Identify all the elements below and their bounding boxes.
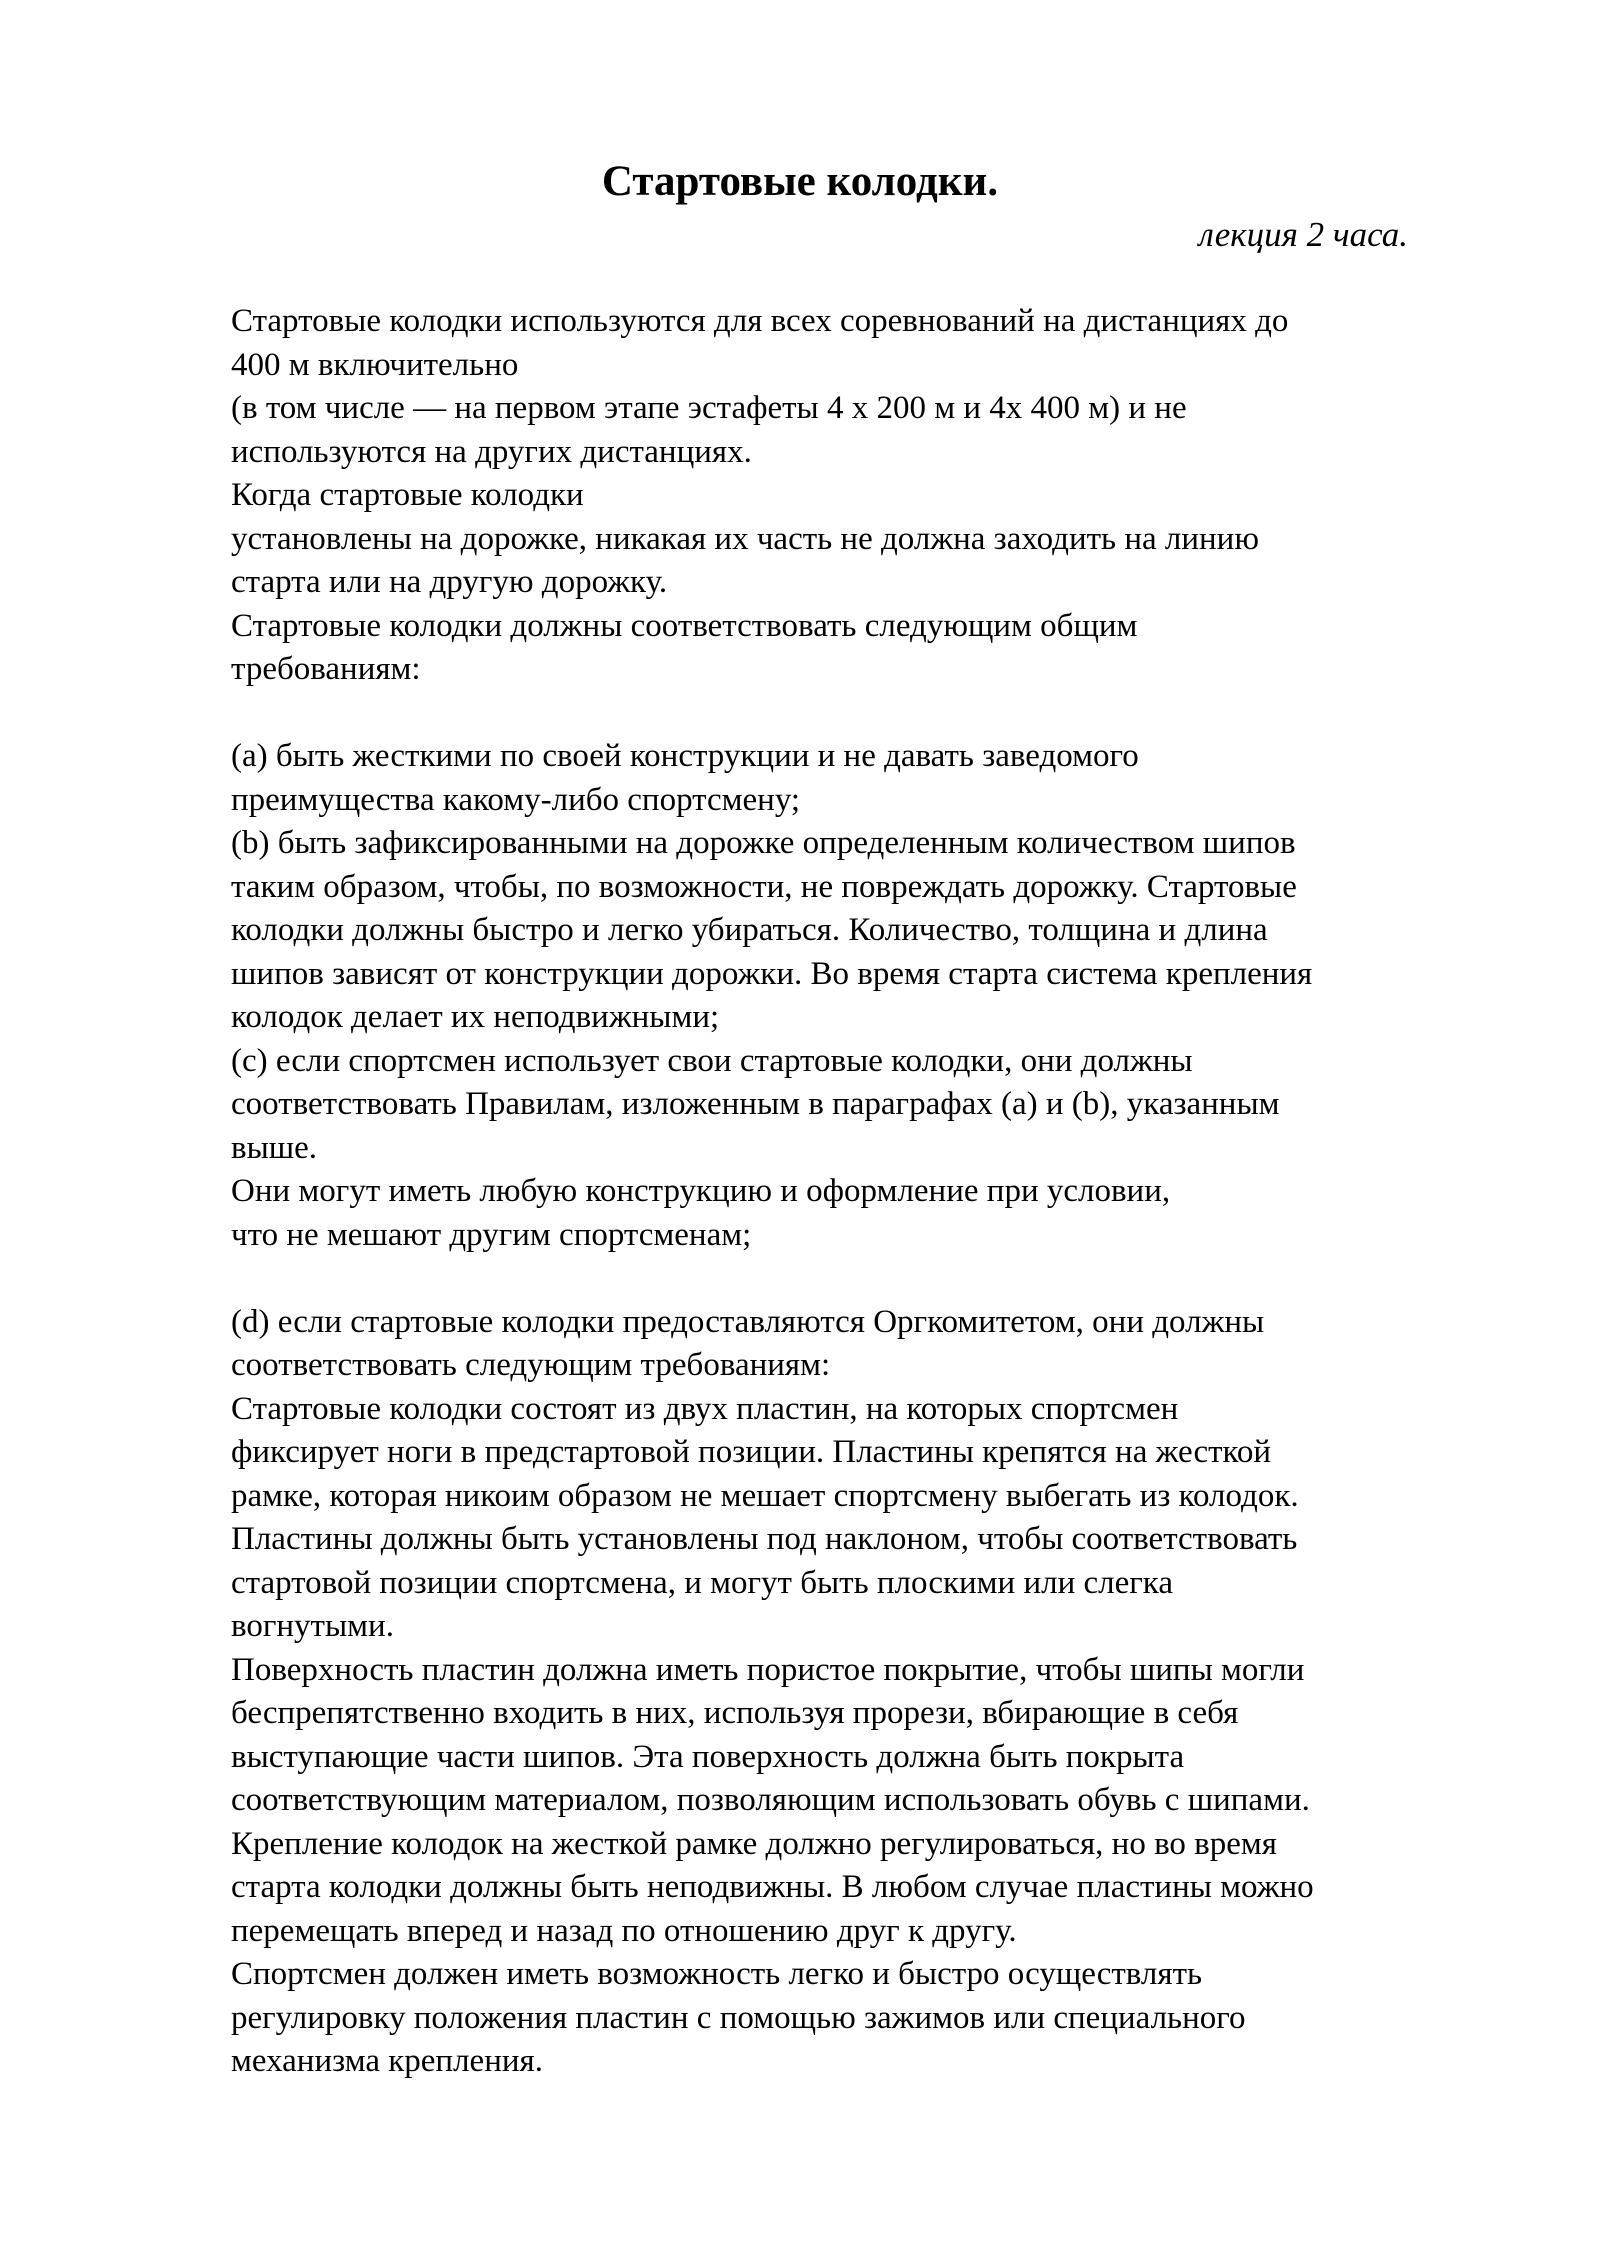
body-line: регулировку положения пластин с помощью зажимов или специального (231, 1999, 1246, 2036)
body-line: Стартовые колодки состоят из двух пластин, на которых спортсмен (231, 1390, 1179, 1427)
body-line: фиксирует ноги в предстартовой позиции. Пластины крепятся на жесткой (231, 1434, 1272, 1470)
body-line: колодок делает их неподвижными; (231, 999, 720, 1035)
blank-line (231, 692, 1531, 736)
body-line: Поверхность пластин должна иметь пористое покрытие, чтобы шипы могли (231, 1651, 1305, 1688)
body-line: перемещать вперед и назад по отношению друг к другу. (231, 1912, 1017, 1949)
body-line: Спортсмен должен иметь возможность легко и быстро осуществлять (231, 1956, 1203, 1992)
body-line: старта колодки должны быть неподвижны. В любом случае пластины можно (231, 1869, 1314, 1905)
body-line: (c) если спортсмен использует свои стартовые колодки, они должны (231, 1042, 1193, 1079)
document-subtitle: лекция 2 часа. (1198, 215, 1408, 254)
body-line: используются на других дистанциях. (231, 433, 752, 470)
body-line: вогнутыми. (231, 1608, 394, 1644)
body-line: требованиям: (231, 651, 421, 687)
body-line: Стартовые колодки должны соответствовать следующим общим (231, 607, 1138, 644)
document-title: Стартовые колодки. (601, 158, 999, 205)
body-line: механизма крепления. (231, 2043, 543, 2079)
body-line: беспрепятственно входить в них, используя прорези, вбирающие в себя (231, 1695, 1239, 1731)
body-line: 400 м включительно (231, 346, 519, 383)
body-line: Пластины должны быть установлены под наклоном, чтобы соответствовать (231, 1521, 1298, 1557)
body-line: (d) если стартовые колодки предоставляются Оргкомитетом, они должны (231, 1303, 1265, 1340)
body-line: преимущества какому-либо спортсмену; (231, 781, 801, 818)
body-line: Крепление колодок на жесткой рамке должно регулироваться, но во время (231, 1825, 1277, 1862)
document-body (231, 300, 1531, 2084)
body-line: старта или на другую дорожку. (231, 564, 668, 600)
blank-line (231, 1257, 1531, 1301)
body-line: колодки должны быстро и легко убираться. Количество, толщина и длина (231, 912, 1268, 948)
body-line: (в том числе — на первом этапе эстафеты 4 х 200 м и 4х 400 м) и не (231, 390, 1187, 426)
body-line: рамке, которая никоим образом не мешает спортсмену выбегать из колодок. (231, 1477, 1299, 1514)
body-line: (b) быть зафиксированными на дорожке определенным количеством шипов (231, 825, 1296, 861)
body-line: установлены на дорожке, никакая их часть не должна заходить на линию (231, 520, 1259, 557)
body-line: соответствовать следующим требованиям: (231, 1347, 831, 1383)
body-line: (a) быть жесткими по своей конструкции и не давать заведомого (231, 738, 1139, 774)
body-line: выступающие части шипов. Эта поверхность должна быть покрыта (231, 1738, 1185, 1775)
body-line: Когда стартовые колодки (231, 477, 584, 513)
body-line: выше. (231, 1129, 318, 1166)
body-line: таким образом, чтобы, по возможности, не повреждать дорожку. Стартовые (231, 868, 1297, 905)
body-line: соответствовать Правилам, изложенным в параграфах (a) и (b), указанным (231, 1086, 1280, 1122)
body-line: Они могут иметь любую конструкцию и оформление при условии, (231, 1173, 1171, 1209)
body-line: Стартовые колодки используются для всех соревнований на дистанциях до (231, 303, 1289, 339)
body-line: соответствующим материалом, позволяющим использовать обувь с шипами. (231, 1782, 1310, 1818)
body-line: стартовой позиции спортсмена, и могут быть плоскими или слегка (231, 1564, 1173, 1601)
body-line: шипов зависят от конструкции дорожки. Во время старта система крепления (231, 955, 1313, 992)
body-line: что не мешают другим спортсменам; (231, 1216, 752, 1253)
